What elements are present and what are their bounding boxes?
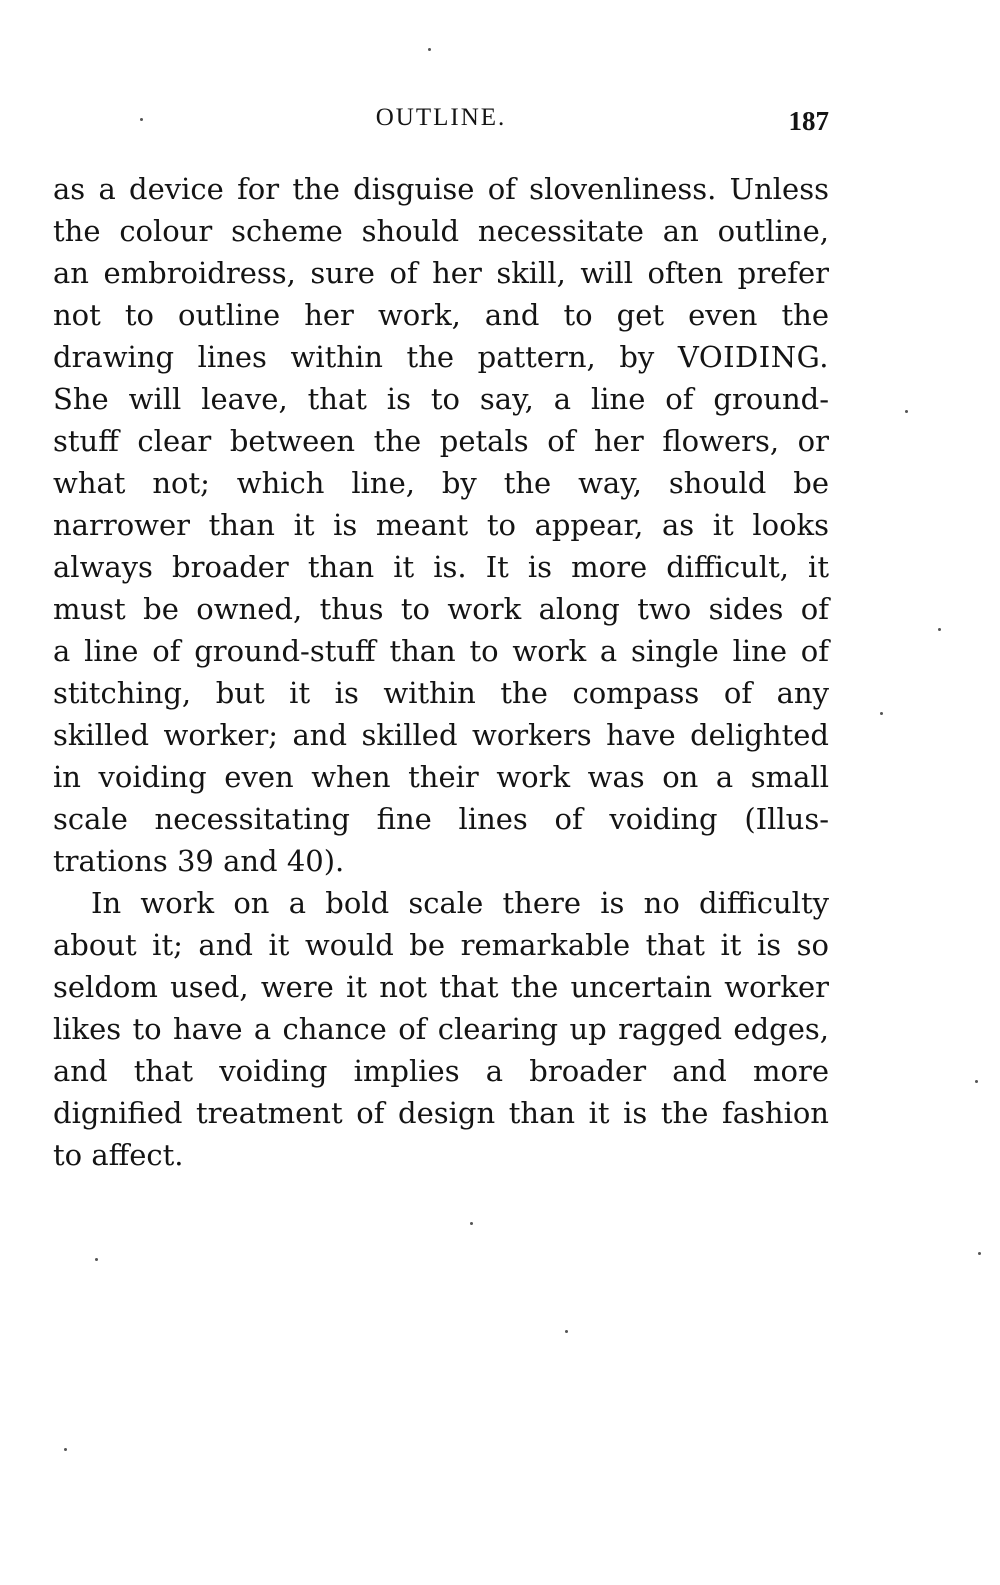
scan-speck [938,628,941,631]
text-line: in voiding even when their work was on a small [53,760,829,794]
text-line: always broader than it is. It is more difficult, it [53,550,829,584]
scan-speck [140,118,143,121]
text-line: seldom used, were it not that the uncertain worker [53,970,829,1004]
scan-speck [565,1330,568,1333]
scan-speck [95,1258,98,1261]
text-line: trations 39 and 40). [53,844,345,878]
text-line: In work on a bold scale there is no difficulty [91,886,829,920]
scan-speck [978,1252,981,1255]
text-line [53,336,829,378]
text-line: likes to have a chance of clearing up ragged edges, [53,1012,829,1046]
scan-speck [470,1222,473,1225]
text-line: about it; and it would be remarkable that it is so [53,928,829,962]
text-line: stuff clear between the petals of her flowers, or [53,424,829,458]
text-line: an embroidress, sure of her skill, will often prefer [53,256,829,290]
scan-speck [428,48,431,51]
scan-speck [975,1080,978,1083]
page-number: 187 [788,106,829,136]
paragraph-2 [53,882,829,1176]
text-line: the colour scheme should necessitate an outline, [53,214,829,248]
text-line: scale necessitating fine lines of voiding (Illus- [53,802,829,836]
text-line: She will leave, that is to say, a line of ground- [53,382,829,416]
text-line: to affect. [53,1138,184,1172]
text-line: narrower than it is meant to appear, as it looks [53,508,829,542]
scan-speck [64,1448,67,1451]
chapter-title: OUTLINE. [375,104,507,131]
text-line: stitching, but it is within the compass of any [53,676,829,710]
paragraph-1 [53,168,829,882]
term-voiding: VOIDING. [677,340,829,374]
running-head [53,104,829,136]
text-line: as a device for the disguise of slovenliness. Unless [53,172,829,206]
text-line: what not; which line, by the way, should be [53,466,829,500]
text-line: a line of ground-stuff than to work a single line of [53,634,829,668]
text-segment: drawing lines within the pattern, by [53,340,655,374]
text-line: must be owned, thus to work along two sides of [53,592,829,626]
text-line: not to outline her work, and to get even the [53,298,829,332]
scan-speck [880,712,883,715]
scan-speck [905,410,908,413]
body-text [53,168,829,1176]
text-line: skilled worker; and skilled workers have delighted [53,718,829,752]
text-line: and that voiding implies a broader and more [53,1054,829,1088]
text-line: dignified treatment of design than it is the fashion [53,1096,829,1130]
